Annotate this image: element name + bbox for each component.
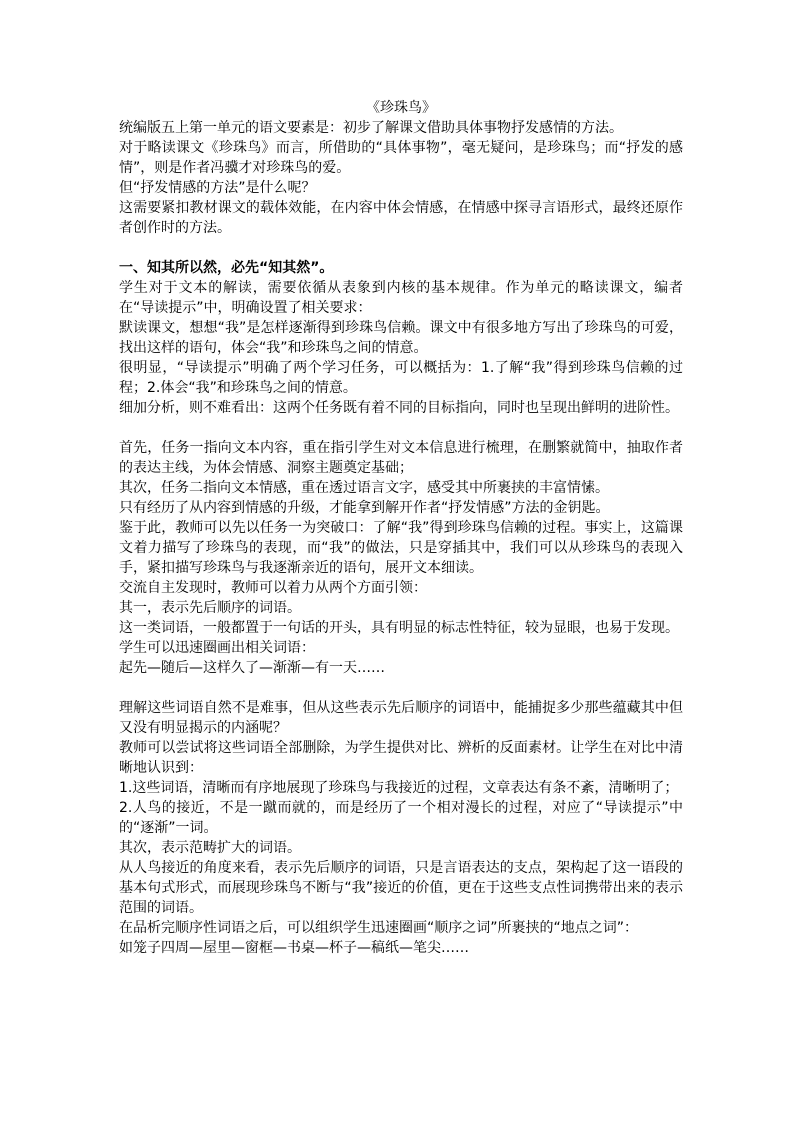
paragraph: 其次，任务二指向文本情感，重在透过语言文字，感受其中所裹挟的丰富情愫。 (119, 480, 609, 496)
paragraph: 鉴于此，教师可以先以任务一为突破口：了解“我”得到珍珠鸟信赖的过程。事实上，这篇课文着力描写了珍珠鸟的表现，而“我”的做法，只是穿插其中，我们可以从珍珠鸟的表现入手，紧扣描写珍珠鸟与我逐渐亲近的语句，展开文本细读。 (119, 520, 683, 576)
paragraph: 从人鸟接近的角度来看，表示先后顺序的词语，只是言语表达的支点，架构起了这一语段的基本句式形式，而展现珍珠鸟不断与“我”接近的价值，更在于这些支点性词携带出来的表示范围的词语。 (119, 860, 683, 916)
paragraph: 统编版五上第一单元的语文要素是：初步了解课文借助具体事物抒发感情的方法。 (119, 120, 623, 136)
document-page (119, 98, 683, 958)
paragraph: 其次，表示范畴扩大的词语。 (119, 840, 301, 856)
paragraph: 学生可以迅速圈画出相关词语： (119, 640, 315, 656)
paragraph: 交流自主发现时，教师可以着力从两个方面引领： (119, 580, 427, 596)
blank-line (119, 678, 683, 698)
paragraph: 理解这些词语自然不是难事，但从这些表示先后顺序的词语中，能捕捉多少那些蕴藏其中但又没有明显揭示的内涵呢？ (119, 700, 683, 736)
section-heading: 一、知其所以然，必先“知其然”。 (119, 260, 334, 276)
paragraph: 如笼子四周—屋里—窗框—书桌—杯子—稿纸—笔尖…… (119, 940, 469, 956)
paragraph: 在品析完顺序性词语之后，可以组织学生迅速圈画“顺序之词”所裹挟的“地点之词”： (119, 920, 639, 936)
blank-line (119, 238, 683, 258)
paragraph: 教师可以尝试将这些词语全部删除，为学生提供对比、辨析的反面素材。让学生在对比中清晰地认识到： (119, 740, 683, 776)
paragraph: 细加分析，则不难看出：这两个任务既有着不同的目标指向，同时也呈现出鲜明的进阶性。 (119, 400, 679, 416)
paragraph: 这需要紧扣教材课文的载体效能，在内容中体会情感，在情感中探寻言语形式，最终还原作者创作时的方法。 (119, 200, 683, 236)
paragraph: 这一类词语，一般都置于一句话的开头，具有明显的标志性特征，较为显眼，也易于发现。 (119, 620, 679, 636)
paragraph: 学生对于文本的解读，需要依循从表象到内核的基本规律。作为单元的略读课文，编者在“导读提示”中，明确设置了相关要求： (119, 280, 683, 316)
paragraph: 只有经历了从内容到情感的升级，才能拿到解开作者“抒发情感”方法的金钥匙。 (119, 500, 610, 516)
document-body (119, 118, 683, 958)
paragraph: 对于略读课文《珍珠鸟》而言，所借助的“具体事物”，毫无疑问，是珍珠鸟；而“抒发的感情”，则是作者冯骥才对珍珠鸟的爱。 (119, 140, 683, 176)
paragraph: 1.这些词语，清晰而有序地展现了珍珠鸟与我接近的过程，文章表达有条不紊，清晰明了； (119, 780, 679, 796)
paragraph: 其一，表示先后顺序的词语。 (119, 600, 301, 616)
paragraph: 但“抒发情感的方法”是什么呢？ (119, 180, 316, 196)
paragraph: 起先—随后—这样久了—渐渐—有一天…… (119, 660, 385, 676)
paragraph: 2.人鸟的接近，不是一蹴而就的，而是经历了一个相对漫长的过程，对应了“导读提示”中的“逐渐”一词。 (119, 800, 683, 836)
document-title: 《珍珠鸟》 (366, 100, 436, 116)
paragraph: 默读课文，想想“我”是怎样逐渐得到珍珠鸟信赖。课文中有很多地方写出了珍珠鸟的可爱，找出这样的语句，体会“我”和珍珠鸟之间的情意。 (119, 320, 683, 356)
paragraph: 很明显，“导读提示”明确了两个学习任务，可以概括为：1.了解“我”得到珍珠鸟信赖的过程；2.体会“我”和珍珠鸟之间的情意。 (119, 360, 683, 396)
paragraph: 首先，任务一指向文本内容，重在指引学生对文本信息进行梳理，在删繁就简中，抽取作者的表达主线，为体会情感、洞察主题奠定基础； (119, 440, 683, 476)
blank-line (119, 418, 683, 438)
